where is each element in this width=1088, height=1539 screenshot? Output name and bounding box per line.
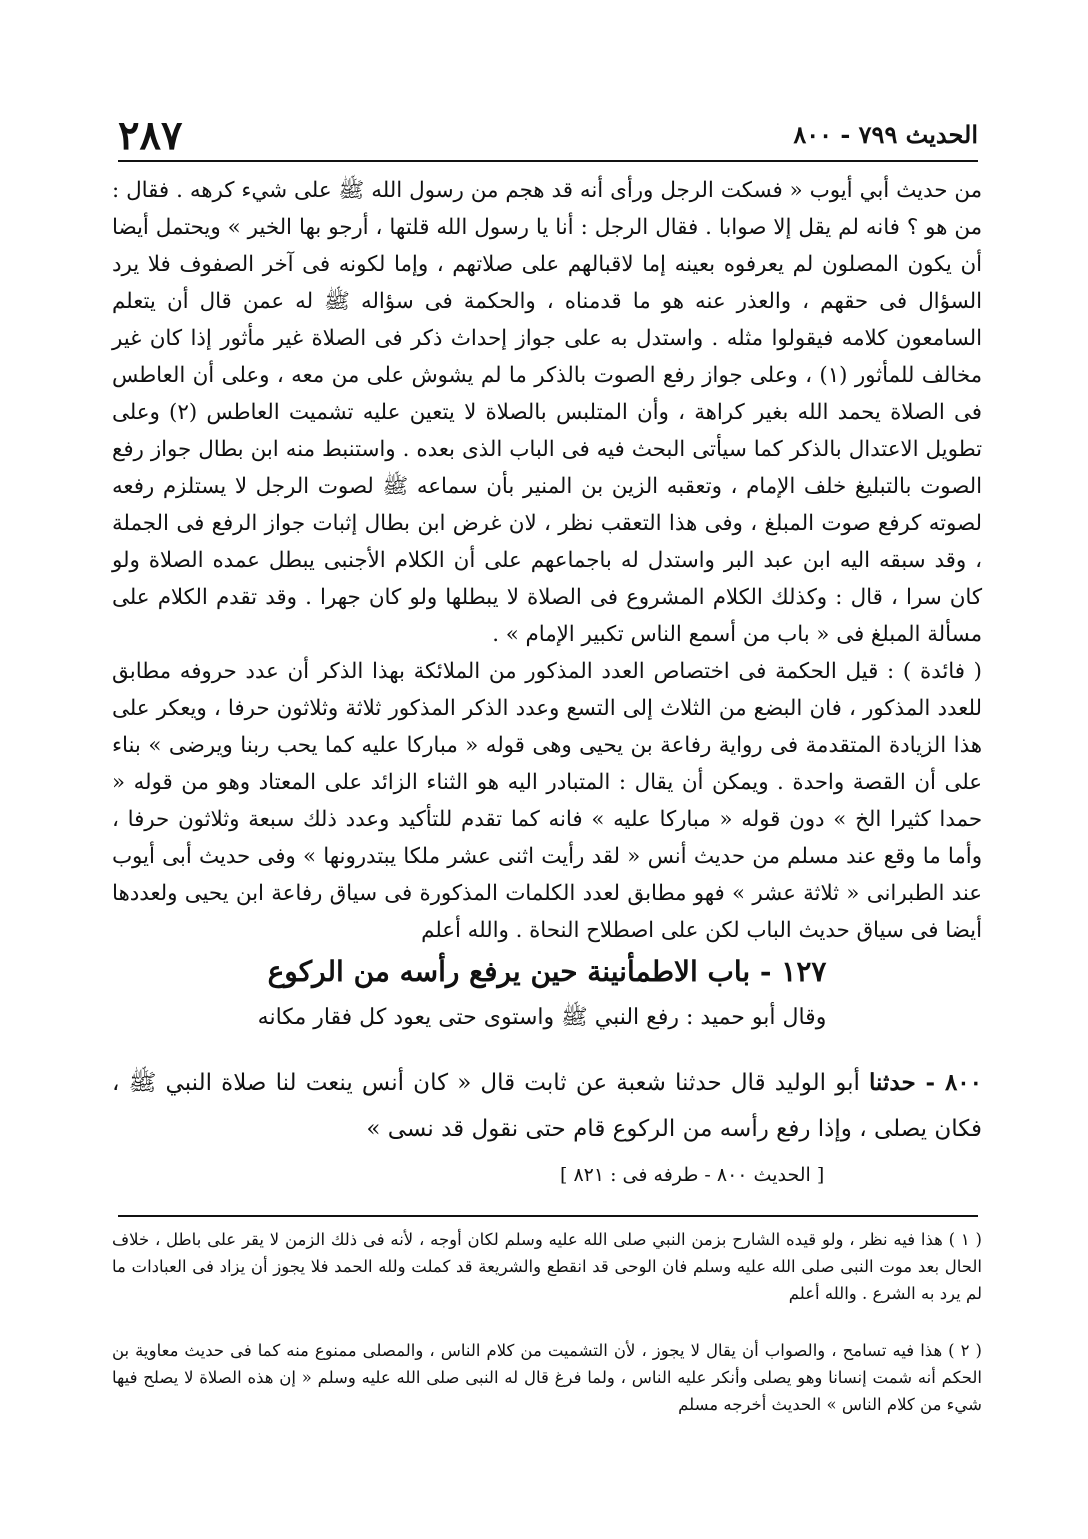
hadith-crossref: [ الحديث ٨٠٠ - طرفه فى : ٨٢١ ] xyxy=(560,1164,825,1186)
page-header xyxy=(118,112,978,160)
commentary-text xyxy=(112,172,982,949)
hadith-text: أبو الوليد قال حدثنا شعبة عن ثابت قال « كان أنس ينعت لنا صلاة النبي ﷺ ، فكان يصلى ، وإذا رفع رأسه من الركوع قام حتى نقول قد نسى » xyxy=(112,1070,982,1142)
commentary-paragraph-1: من حديث أبي أيوب « فسكت الرجل ورأى أنه قد هجم من رسول الله ﷺ على شيء كرهه . فقال : من هو ؟ فانه لم يقل إلا صوابا . فقال الرجل : أنا يا رسول الله قلتها ، أرجو بها الخير » ويحتمل أيضا أن يكون المصلون لم يعرفوه بعينه إما لاقبالهم على صلاتهم ، وإما لكونه فى آخر الصفوف فلا يرد السؤال فى حقهم ، والعذر عنه هو ما قدمناه ، والحكمة فى سؤاله ﷺ له عمن قال أن يتعلم السامعون كلامه فيقولوا مثله . واستدل به على جواز إحداث ذكر فى الصلاة غير مأثور إذا كان غير مخالف للمأثور (١) ، وعلى جواز رفع الصوت بالذكر ما لم يشوش على من معه ، وعلى أن العاطس فى الصلاة يحمد الله بغير كراهة ، وأن المتلبس بالصلاة لا يتعين عليه تشميت العاطس (٢) وعلى تطويل الاعتدال بالذكر كما سيأتى البحث فيه فى الباب الذى بعده . واستنبط منه ابن بطال جواز رفع الصوت بالتبليغ خلف الإمام ، وتعقبه الزين بن المنير بأن سماعه ﷺ لصوت الرجل لا يستلزم رفعه لصوته كرفع صوت المبلغ ، وفى هذا التعقب نظر ، لان غرض ابن بطال إثبات جواز الرفع فى الجملة ، وقد سبقه اليه ابن عبد البر واستدل له باجماعهم على أن الكلام الأجنبى يبطل عمده الصلاة ولو كان سرا ، قال : وكذلك الكلام المشروع فى الصلاة لا يبطلها ولو كان جهرا . وقد تقدم الكلام على مسألة المبلغ فى « باب من أسمع الناس تكبير الإمام » . xyxy=(112,178,983,647)
footnote-rule xyxy=(118,1215,978,1217)
page-number: ٢٨٧ xyxy=(118,112,183,159)
header-rule xyxy=(118,160,978,162)
hadith-number: ٨٠٠ - حدثنا xyxy=(869,1069,983,1096)
hadith-800 xyxy=(112,1060,982,1152)
footnote-2: ( ٢ ) هذا فيه تسامح ، والصواب أن يقال لا يجوز ، لأن التشميت من كلام الناس ، والمصلى ممنوع منه كما فى حديث معاوية بن الحكم أنه شمت إنسانا وهو يصلى وأنكر عليه الناس ، ولما فرغ قال له النبى صلى الله عليه وسلم « إن هذه الصلاة لا يصلح فيها شيء من كلام الناس » الحديث أخرجه مسلم xyxy=(112,1341,982,1414)
chapter-heading: ١٢٧ - باب الاطمأنينة حين يرفع رأسه من الركوع xyxy=(267,955,827,988)
commentary-paragraph-2: ( فائدة ) : قيل الحكمة فى اختصاص العدد المذكور من الملائكة بهذا الذكر أن عدد حروفه مطابق للعدد المذكور ، فان البضع من الثلاث إلى التسع وعدد الذكر المذكور ثلاثة وثلاثون حرفا ، ويعكر على هذا الزيادة المتقدمة فى رواية رفاعة بن يحيى وهى قوله « مباركا عليه كما يحب ربنا ويرضى » بناء على أن القصة واحدة . ويمكن أن يقال : المتبادر اليه هو الثناء الزائد على المعتاد وهو من قوله « حمدا كثيرا الخ » دون قوله « مباركا عليه » فانه كما تقدم للتأكيد وعدد ذلك سبعة وثلاثون حرفا ، وأما ما وقع عند مسلم من حديث أنس « لقد رأيت اثنى عشر ملكا يبتدرونها » وفى حديث أبى أيوب عند الطبرانى « ثلاثة عشر » فهو مطابق لعدد الكلمات المذكورة فى سياق رفاعة ابن يحيى ولعددها أيضا فى سياق حديث الباب لكن على اصطلاح النحاة . والله أعلم xyxy=(112,659,982,943)
chapter-subtext: وقال أبو حميد : رفع النبي ﷺ واستوى حتى يعود كل فقار مكانه xyxy=(257,1005,827,1030)
running-title: الحديث ٧٩٩ - ٨٠٠ xyxy=(793,120,978,149)
footnote-1: ( ١ ) هذا فيه نظر ، ولو قيده الشارح بزمن النبي صلى الله عليه وسلم لكان أوجه ، لأنه فى ذلك الزمن لا يقر على باطل ، خلاف الحال بعد موت النبى صلى الله عليه وسلم فان الوحى قد انقطع والشريعة قد كملت ولله الحمد فلا يجوز أن يزاد فى العبادات ما لم يرد به الشرع . والله أعلم xyxy=(112,1230,982,1303)
